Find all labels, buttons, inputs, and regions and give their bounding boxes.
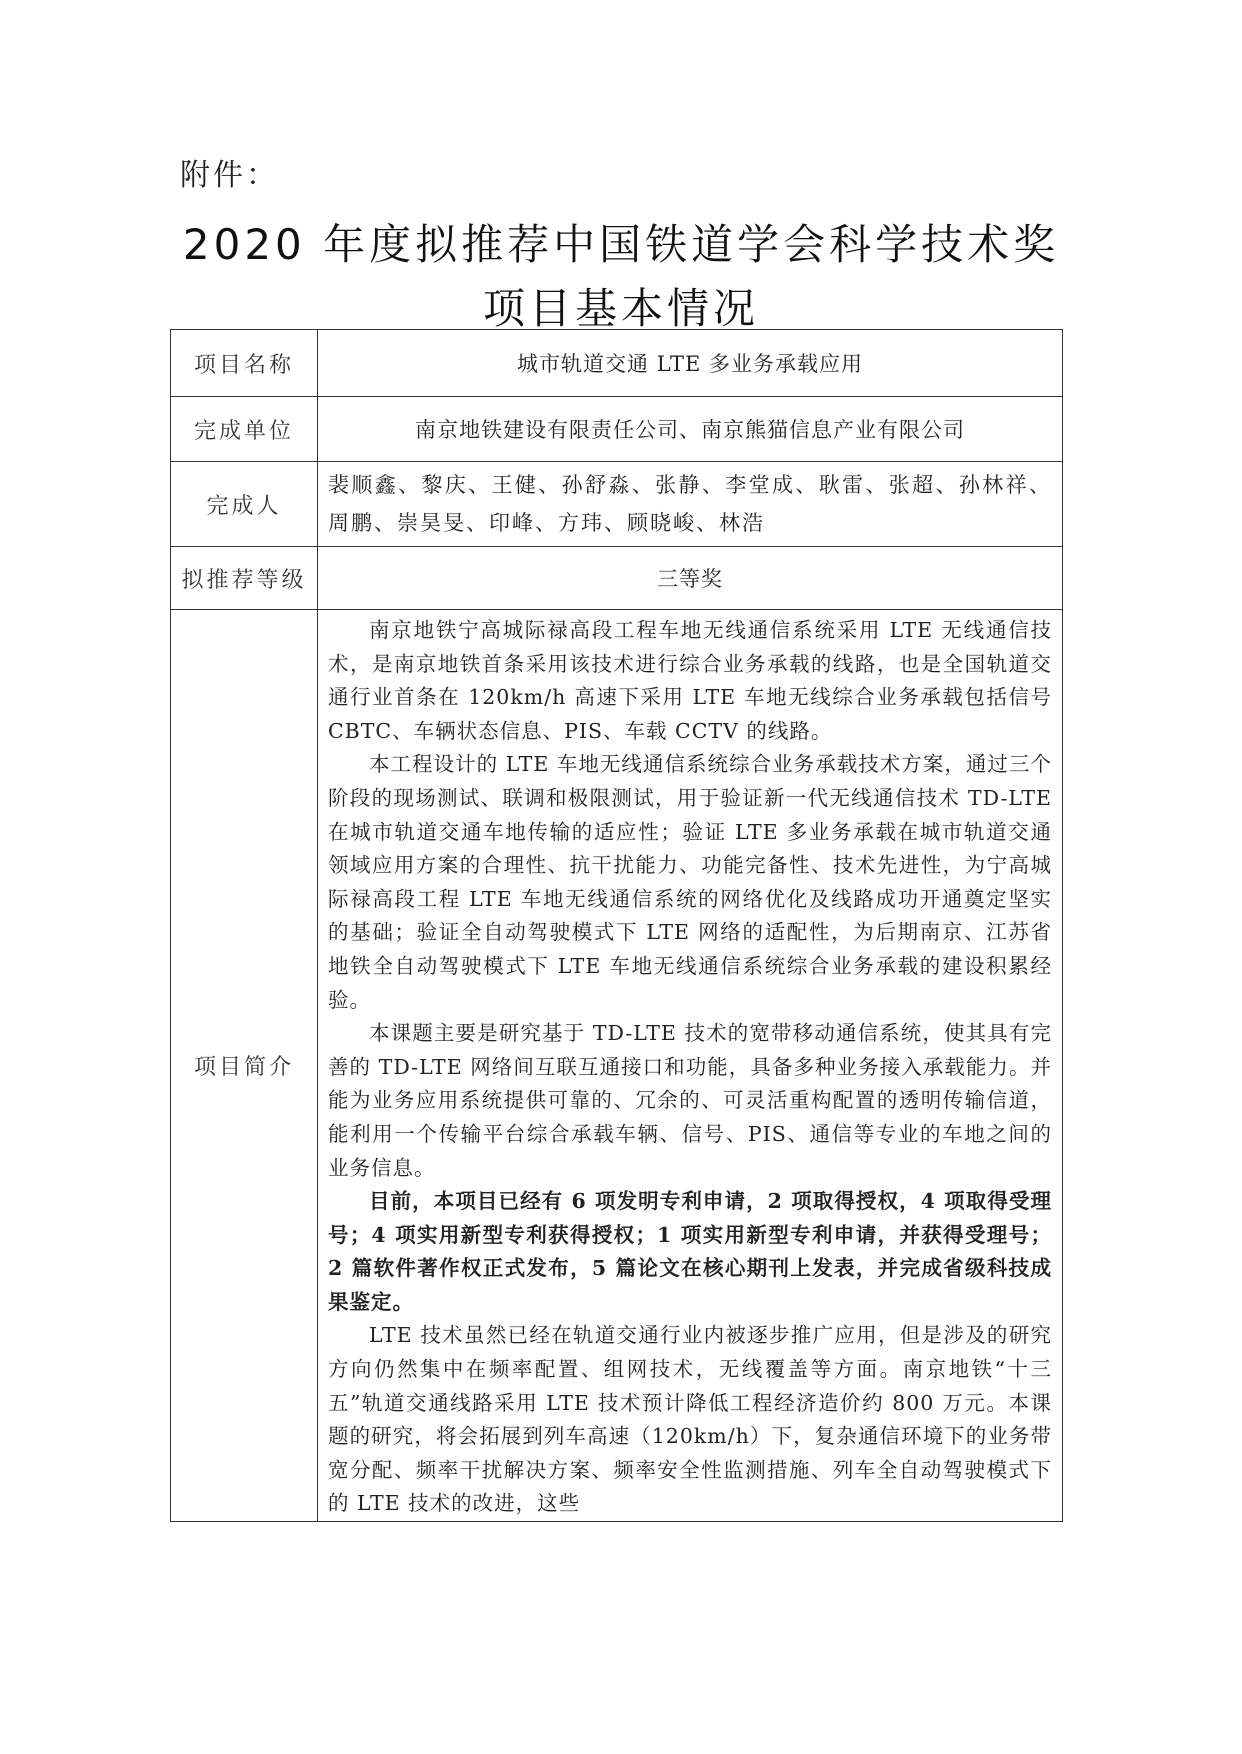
row-people <box>171 462 1063 547</box>
summary-paragraph: 目前，本项目已经有 6 项发明专利申请，2 项取得授权，4 项取得受理号；4 项实用新型专利获得授权；1 项实用新型专利申请，并获得受理号；2 篇软件著作权正式发布，5 篇论文在核心期刊上发表，并完成省级科技成果鉴定。 <box>328 1189 1052 1314</box>
document-title: 2020 年度拟推荐中国铁道学会科学技术奖 <box>182 220 1060 269</box>
summary-paragraph: LTE 技术虽然已经在轨道交通行业内被逐步推广应用，但是涉及的研究方向仍然集中在频率配置、组网技术，无线覆盖等方面。南京地铁“十三五”轨道交通线路采用 LTE 技术预计降低工程经济造价约 800 万元。本课题的研究，将会拓展到列车高速（120km/h）下，复杂通信环境下的业务带宽分配、频率干扰解决方案、频率安全性监测措施、列车全自动驾驶模式下的 LTE 技术的改进，这些 <box>328 1323 1052 1516</box>
grade-value: 三等奖 <box>318 547 1063 610</box>
project-name-label: 项目名称 <box>171 330 318 397</box>
summary-paragraph: 南京地铁宁高城际禄高段工程车地无线通信系统采用 LTE 无线通信技术，是南京地铁首条采用该技术进行综合业务承载的线路，也是全国轨道交通行业首条在 120km/h 高速下采用 LTE 车地无线综合业务承载包括信号 CBTC、车辆状态信息、PIS、车载 CCTV 的线路。 <box>328 618 1052 743</box>
document-subtitle: 项目基本情况 <box>482 284 759 333</box>
people-value: 裴顺鑫、黎庆、王健、孙舒淼、张静、李堂成、耿雷、张超、孙林祥、周鹏、崇昊旻、印峰、方玮、顾晓峻、林浩 <box>318 462 1063 547</box>
project-name-value: 城市轨道交通 LTE 多业务承载应用 <box>318 330 1063 397</box>
summary-paragraph: 本课题主要是研究基于 TD-LTE 技术的宽带移动通信系统，使其具有完善的 TD-LTE 网络间互联互通接口和功能，具备多种业务接入承载能力。并能为业务应用系统提供可靠的、冗余的、可灵活重构配置的透明传输信道，能利用一个传输平台综合承载车辆、信号、PIS、通信等专业的车地之间的业务信息。 <box>328 1021 1052 1180</box>
summary-value <box>318 610 1063 1522</box>
attachment-label: 附件： <box>180 158 279 193</box>
grade-label: 拟推荐等级 <box>171 547 318 610</box>
row-grade <box>171 547 1063 610</box>
summary-label: 项目简介 <box>171 610 318 1522</box>
summary-paragraph: 本工程设计的 LTE 车地无线通信系统综合业务承载技术方案，通过三个阶段的现场测试、联调和极限测试，用于验证新一代无线通信技术 TD-LTE 在城市轨道交通车地传输的适应性；验证 LTE 多业务承载在城市轨道交通领域应用方案的合理性、抗干扰能力、功能完备性、技术先进性，为宁高城际禄高段工程 LTE 车地无线通信系统的网络优化及线路成功开通奠定坚实的基础；验证全自动驾驶模式下 LTE 网络的适配性，为后期南京、江苏省地铁全自动驾驶模式下 LTE 车地无线通信系统综合业务承载的建设积累经验。 <box>328 752 1052 1012</box>
unit-value: 南京地铁建设有限责任公司、南京熊猫信息产业有限公司 <box>318 397 1063 462</box>
row-project-name <box>171 330 1063 397</box>
row-summary <box>171 610 1063 1522</box>
project-info-table <box>170 329 1063 1522</box>
unit-label: 完成单位 <box>171 397 318 462</box>
row-unit <box>171 397 1063 462</box>
people-label: 完成人 <box>171 462 318 547</box>
